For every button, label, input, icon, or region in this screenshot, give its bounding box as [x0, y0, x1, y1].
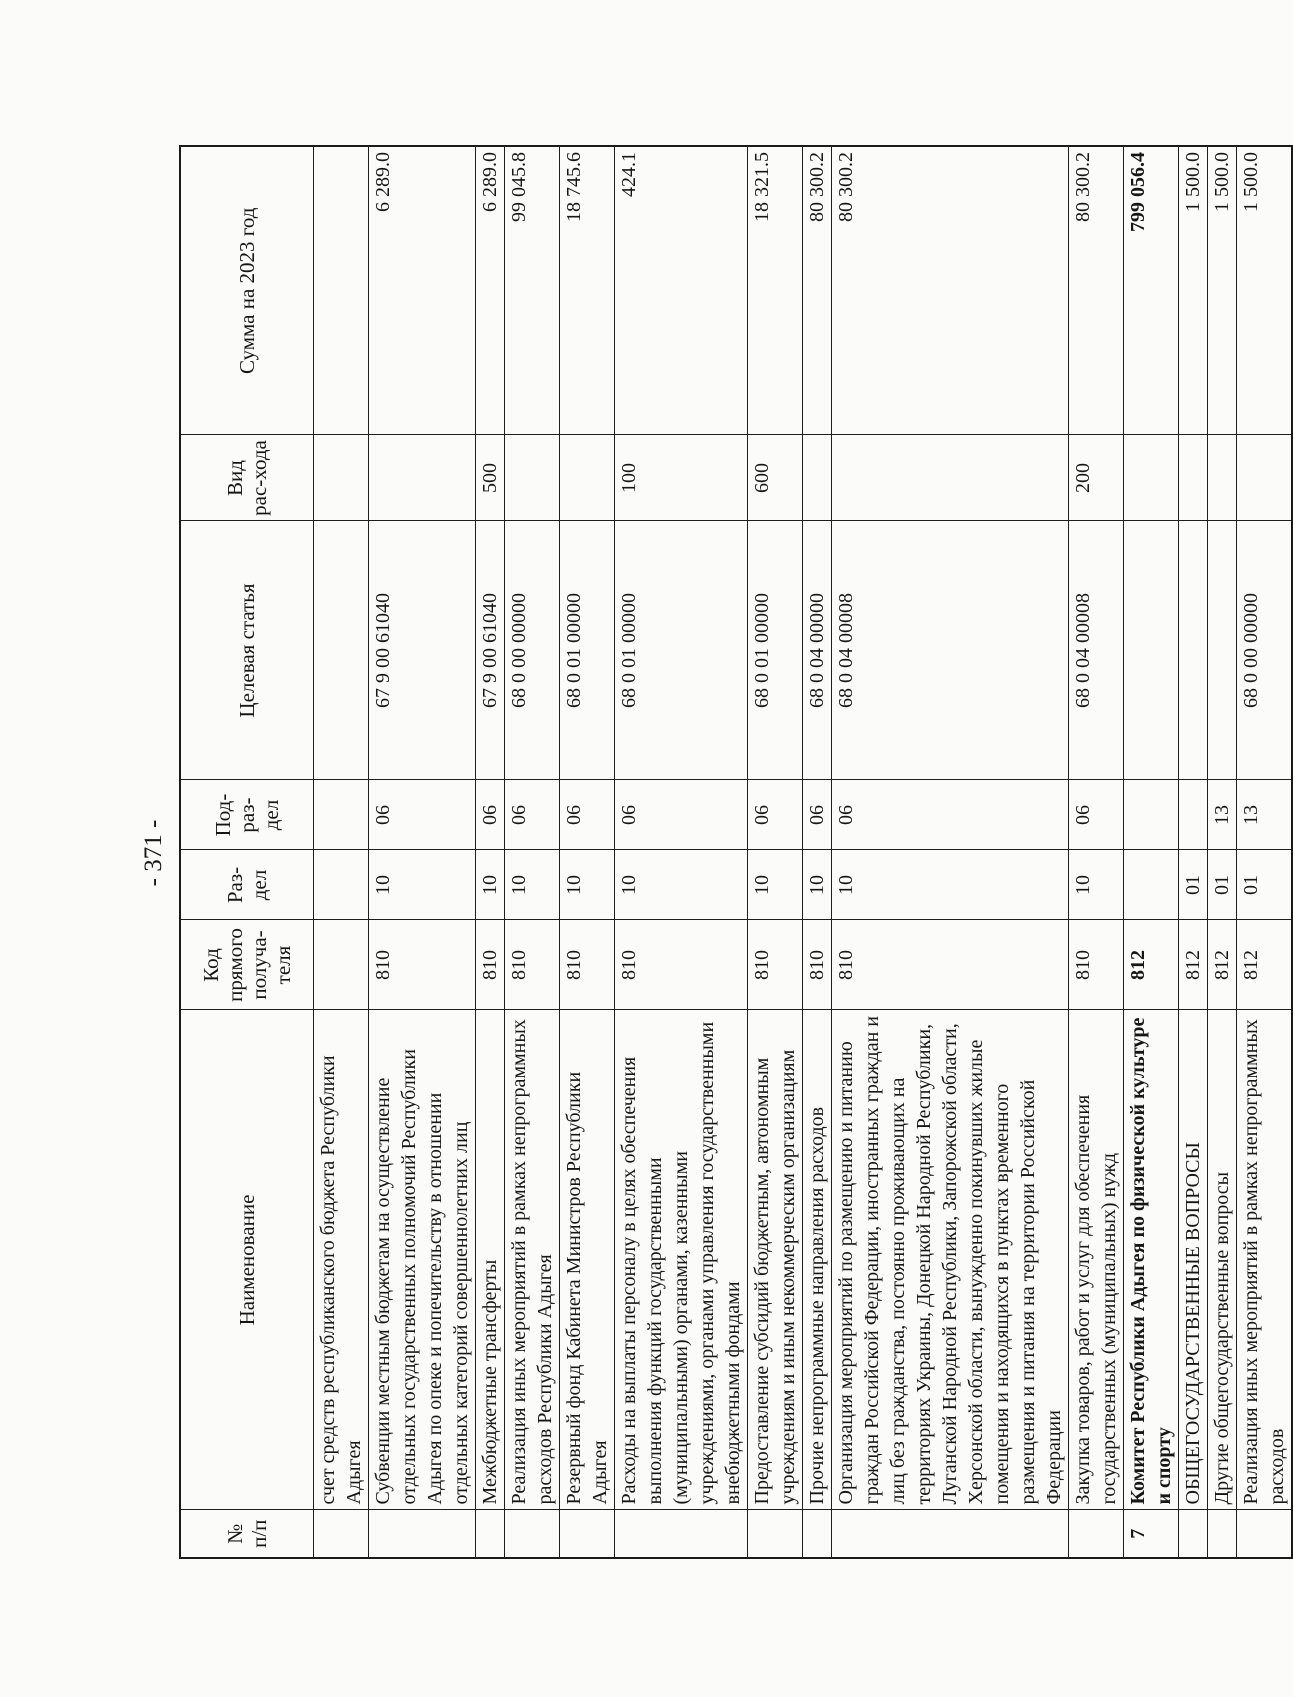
recipient-code-cell: 810 — [803, 920, 832, 1010]
name-cell: Межбюджетные трансферты — [476, 1010, 505, 1510]
section-cell: 01 — [1237, 850, 1293, 920]
expense-type-cell: 200 — [1069, 435, 1124, 521]
table-row — [314, 146, 369, 1558]
row-number-cell — [832, 1510, 1069, 1558]
row-number-cell — [560, 1510, 615, 1558]
name-cell: Предоставление субсидий бюджетным, автономным учреждениям и иным некоммерческим организациям — [748, 1010, 803, 1510]
subsection-cell: 06 — [476, 780, 505, 850]
expense-type-cell — [505, 435, 560, 521]
amount-cell: 799 056.4 — [1124, 146, 1179, 435]
row-number-cell — [1237, 1510, 1293, 1558]
subsection-cell: 13 — [1237, 780, 1293, 850]
expense-type-cell — [1124, 435, 1179, 521]
amount-cell: 18 321.5 — [748, 146, 803, 435]
row-number-cell — [1208, 1510, 1237, 1558]
target-article-cell: 68 0 00 00000 — [1237, 521, 1293, 780]
expense-type-cell — [832, 435, 1069, 521]
name-cell: Закупка товаров, работ и услуг для обеспечения государственных (муниципальных) нужд — [1069, 1010, 1124, 1510]
row-number-cell — [1069, 1510, 1124, 1558]
subsection-cell — [1179, 780, 1208, 850]
section-cell: 10 — [615, 850, 748, 920]
recipient-code-cell: 812 — [1124, 920, 1179, 1010]
subsection-cell: 06 — [1069, 780, 1124, 850]
rotated-page-content — [139, 147, 1288, 1559]
name-cell: Реализация иных мероприятий в рамках непрограммных расходов Республики Адыгея — [505, 1010, 560, 1510]
subsection-cell — [314, 780, 369, 850]
recipient-code-cell: 810 — [832, 920, 1069, 1010]
header-name: Наименование — [180, 1010, 314, 1510]
row-number-cell — [476, 1510, 505, 1558]
target-article-cell: 67 9 00 61040 — [369, 521, 476, 780]
name-cell: ОБЩЕГОСУДАРСТВЕННЫЕ ВОПРОСЫ — [1179, 1010, 1208, 1510]
recipient-code-cell: 810 — [748, 920, 803, 1010]
subsection-cell: 06 — [505, 780, 560, 850]
row-number-cell — [615, 1510, 748, 1558]
amount-cell: 1 500.0 — [1179, 146, 1208, 435]
subsection-cell: 06 — [615, 780, 748, 850]
table-row — [803, 146, 832, 1558]
name-cell: Организация мероприятий по размещению и питанию граждан Российской Федерации, иностранных граждан и лиц без гражданства, постоянно проживающих на территориях Украины, Донецкой Народной Республики, Луганской Народной Республики, Запорожской области, Херсонской области, вынужденно покинувших жилые помещения и находящихся в пунктах временного размещения и питания на территории Российской Федерации — [832, 1010, 1069, 1510]
table-body — [314, 146, 1293, 1558]
header-recipient-code: Код прямого получа-теля — [180, 920, 314, 1010]
table-row — [1179, 146, 1208, 1558]
target-article-cell: 68 0 04 00008 — [1069, 521, 1124, 780]
amount-cell: 80 300.2 — [832, 146, 1069, 435]
amount-cell: 1 500.0 — [1208, 146, 1237, 435]
amount-cell: 6 289.0 — [476, 146, 505, 435]
subsection-cell: 06 — [803, 780, 832, 850]
expense-type-cell: 500 — [476, 435, 505, 521]
recipient-code-cell: 810 — [476, 920, 505, 1010]
amount-cell: 99 045.8 — [505, 146, 560, 435]
subsection-cell: 06 — [748, 780, 803, 850]
name-cell: Реализация иных мероприятий в рамках непрограммных расходов — [1237, 1010, 1293, 1510]
section-cell: 01 — [1179, 850, 1208, 920]
section-cell: 10 — [748, 850, 803, 920]
amount-cell: 424.1 — [615, 146, 748, 435]
name-cell: счет средств республиканского бюджета Республики Адыгея — [314, 1010, 369, 1510]
expense-type-cell — [369, 435, 476, 521]
table-row — [1237, 146, 1293, 1558]
name-cell: Субвенции местным бюджетам на осуществление отдельных государственных полномочий Республики Адыгея по опеке и попечительству в отношении отдельных категорий совершеннолетних лиц — [369, 1010, 476, 1510]
section-cell — [314, 850, 369, 920]
table-row — [476, 146, 505, 1558]
header-target-article: Целевая статья — [180, 521, 314, 780]
expense-type-cell: 100 — [615, 435, 748, 521]
section-cell: 01 — [1208, 850, 1237, 920]
name-cell: Комитет Республики Адыгея по физической культуре и спорту — [1124, 1010, 1179, 1510]
recipient-code-cell: 812 — [1179, 920, 1208, 1010]
subsection-cell: 06 — [560, 780, 615, 850]
section-cell: 10 — [832, 850, 1069, 920]
subsection-cell: 06 — [832, 780, 1069, 850]
target-article-cell: 68 0 04 00008 — [832, 521, 1069, 780]
name-cell: Прочие непрограммные направления расходов — [803, 1010, 832, 1510]
amount-cell: 80 300.2 — [1069, 146, 1124, 435]
header-section: Раз-дел — [180, 850, 314, 920]
amount-cell: 18 745.6 — [560, 146, 615, 435]
header-amount: Сумма на 2023 год — [180, 146, 314, 435]
header-subsection: Под-раз-дел — [180, 780, 314, 850]
header-num: № п/п — [180, 1510, 314, 1558]
row-number-cell — [314, 1510, 369, 1558]
name-cell: Расходы на выплаты персоналу в целях обеспечения выполнения функций государственными (муниципальными) органами, казенными учреждениями, органами управления государственными внебюджетными фондами — [615, 1010, 748, 1510]
section-cell: 10 — [560, 850, 615, 920]
target-article-cell: 68 0 01 00000 — [748, 521, 803, 780]
section-cell: 10 — [803, 850, 832, 920]
header-expense-type: Вид рас-хода — [180, 435, 314, 521]
target-article-cell: 67 9 00 61040 — [476, 521, 505, 780]
expense-type-cell — [314, 435, 369, 521]
section-cell: 10 — [476, 850, 505, 920]
table-row — [832, 146, 1069, 1558]
amount-cell: 6 289.0 — [369, 146, 476, 435]
expense-type-cell — [1237, 435, 1293, 521]
expense-type-cell — [1208, 435, 1237, 521]
expense-type-cell — [1179, 435, 1208, 521]
section-cell: 10 — [1069, 850, 1124, 920]
table-row — [748, 146, 803, 1558]
table-row — [369, 146, 476, 1558]
recipient-code-cell: 810 — [560, 920, 615, 1010]
expense-type-cell — [803, 435, 832, 521]
page-number: - 371 - — [140, 819, 167, 887]
amount-cell — [314, 146, 369, 435]
recipient-code-cell: 810 — [615, 920, 748, 1010]
recipient-code-cell: 812 — [1237, 920, 1293, 1010]
row-number-cell — [803, 1510, 832, 1558]
row-number-cell — [369, 1510, 476, 1558]
table-header-row — [180, 146, 314, 1558]
table-row — [1069, 146, 1124, 1558]
table-row — [1124, 146, 1179, 1558]
table-row — [1208, 146, 1237, 1558]
target-article-cell: 68 0 00 00000 — [505, 521, 560, 780]
expense-type-cell — [560, 435, 615, 521]
recipient-code-cell: 810 — [505, 920, 560, 1010]
row-number-cell — [748, 1510, 803, 1558]
recipient-code-cell — [314, 920, 369, 1010]
target-article-cell — [1179, 521, 1208, 780]
name-cell: Другие общегосударственные вопросы — [1208, 1010, 1237, 1510]
table-row — [505, 146, 560, 1558]
target-article-cell — [1208, 521, 1237, 780]
amount-cell: 80 300.2 — [803, 146, 832, 435]
section-cell: 10 — [505, 850, 560, 920]
row-number-cell — [505, 1510, 560, 1558]
subsection-cell — [1124, 780, 1179, 850]
subsection-cell: 13 — [1208, 780, 1237, 850]
section-cell: 10 — [369, 850, 476, 920]
recipient-code-cell: 810 — [369, 920, 476, 1010]
recipient-code-cell: 812 — [1208, 920, 1237, 1010]
table-row — [560, 146, 615, 1558]
table-row — [615, 146, 748, 1558]
budget-table — [179, 145, 1293, 1559]
target-article-cell: 68 0 04 00000 — [803, 521, 832, 780]
target-article-cell: 68 0 01 00000 — [615, 521, 748, 780]
expense-type-cell: 600 — [748, 435, 803, 521]
row-number-cell — [1179, 1510, 1208, 1558]
subsection-cell: 06 — [369, 780, 476, 850]
target-article-cell — [314, 521, 369, 780]
target-article-cell — [1124, 521, 1179, 780]
section-cell — [1124, 850, 1179, 920]
row-number-cell: 7 — [1124, 1510, 1179, 1558]
recipient-code-cell: 810 — [1069, 920, 1124, 1010]
name-cell: Резервный фонд Кабинета Министров Республики Адыгея — [560, 1010, 615, 1510]
target-article-cell: 68 0 01 00000 — [560, 521, 615, 780]
amount-cell: 1 500.0 — [1237, 146, 1293, 435]
